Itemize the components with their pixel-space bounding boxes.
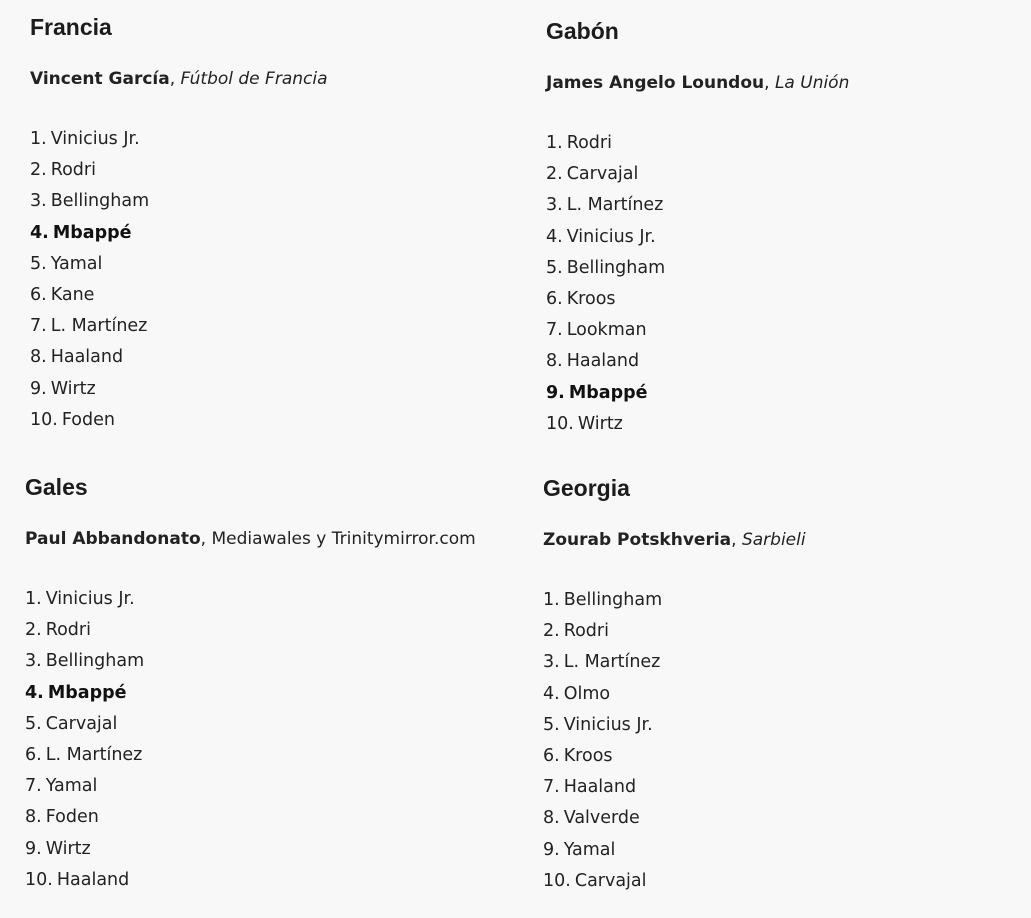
ranking-item [543, 710, 1031, 741]
player-name: Haaland [563, 777, 637, 798]
journalist-line: Zourab Potskhveria, Sarbieli [543, 530, 806, 550]
ranking-position: 3. [546, 195, 563, 216]
player-name: Vinicius Jr. [566, 226, 656, 247]
ranking-position: 5. [546, 257, 563, 278]
ranking-list [30, 124, 520, 436]
ranking-position: 2. [543, 621, 560, 642]
ranking-position: 3. [30, 191, 47, 212]
player-name: Mbappé [47, 682, 127, 703]
vote-block-gabon [546, 16, 1031, 440]
player-name: Haaland [50, 347, 124, 368]
ranking-item [546, 128, 1031, 159]
ranking-item [25, 802, 515, 833]
player-name: Wirtz [45, 838, 91, 859]
ranking-item [543, 679, 1031, 710]
player-name: Olmo [563, 683, 611, 704]
ranking-item [30, 405, 520, 436]
player-name: Rodri [50, 160, 96, 181]
ranking-position: 2. [30, 160, 47, 181]
ranking-item [543, 835, 1031, 866]
ranking-position: 9. [25, 838, 42, 859]
ranking-item [30, 218, 520, 249]
ranking-position: 1. [546, 133, 563, 153]
ranking-position: 5. [543, 714, 560, 735]
ranking-position: 9. [546, 382, 565, 403]
country-heading: Gales [25, 474, 88, 500]
ranking-item [543, 616, 1031, 647]
country-heading: Gabón [546, 18, 619, 44]
player-name: Lookman [566, 320, 647, 341]
ranking-item [30, 342, 520, 373]
ranking-position: 5. [30, 253, 47, 274]
ranking-position: 10. [546, 413, 574, 434]
player-name: Vinicius Jr. [50, 129, 140, 149]
player-name: Vinicius Jr. [563, 714, 653, 735]
player-name: Kroos [563, 745, 613, 766]
ranking-item [25, 740, 515, 771]
ranking-position: 10. [543, 870, 571, 891]
ranking-item [543, 803, 1031, 834]
ranking-position: 6. [30, 284, 47, 305]
player-name: Mbappé [568, 382, 648, 403]
ranking-item [546, 409, 1031, 440]
ranking-position: 8. [25, 807, 42, 828]
ranking-item [546, 253, 1031, 284]
ranking-item [543, 866, 1031, 897]
player-name: Yamal [50, 253, 103, 274]
ranking-list [546, 128, 1031, 440]
ranking-item [543, 741, 1031, 772]
journalist-name: James Angelo Loundou [546, 73, 765, 93]
ranking-position: 6. [25, 744, 42, 765]
ranking-item [30, 280, 520, 311]
ranking-item [30, 311, 520, 342]
journalist-line: Vincent García, Fútbol de Francia [30, 69, 328, 89]
ranking-item [25, 584, 515, 615]
ranking-item [30, 155, 520, 186]
ranking-item [25, 615, 515, 646]
ranking-position: 7. [30, 316, 47, 337]
ranking-list [543, 585, 1031, 897]
country-heading: Francia [30, 14, 112, 40]
ranking-item [546, 346, 1031, 377]
ranking-item [30, 186, 520, 217]
journalist-line: Paul Abbandonato, Mediawales y Trinitymirror.com [25, 529, 476, 549]
ranking-position: 6. [543, 745, 560, 766]
player-name: Carvajal [45, 713, 118, 734]
ranking-position: 9. [30, 378, 47, 399]
ranking-position: 10. [25, 869, 53, 890]
ranking-position: 8. [543, 808, 560, 829]
ranking-item [30, 249, 520, 280]
ranking-item [30, 374, 520, 405]
ranking-position: 4. [543, 683, 560, 704]
ranking-position: 4. [546, 226, 563, 247]
ranking-position: 5. [25, 713, 42, 734]
player-name: L. Martínez [566, 195, 664, 216]
ranking-position: 4. [25, 682, 44, 703]
ranking-item [25, 709, 515, 740]
ranking-item [25, 834, 515, 865]
ranking-position: 6. [546, 288, 563, 309]
player-name: Mbappé [52, 222, 132, 243]
journalist-line: James Angelo Loundou, La Unión [546, 73, 850, 93]
ranking-position: 8. [30, 347, 47, 368]
journalist-name: Vincent García [30, 69, 170, 89]
player-name: Bellingham [566, 257, 666, 278]
ranking-item [30, 124, 520, 155]
ranking-position: 4. [30, 222, 49, 243]
player-name: Valverde [563, 808, 640, 829]
player-name: Vinicius Jr. [45, 589, 135, 609]
ranking-item [543, 772, 1031, 803]
ranking-item [546, 190, 1031, 221]
country-heading: Georgia [543, 475, 630, 501]
vote-block-georgia [543, 473, 1031, 897]
ranking-item [546, 284, 1031, 315]
player-name: Bellingham [563, 590, 663, 610]
ranking-item [25, 865, 515, 896]
ranking-position: 1. [25, 589, 42, 609]
ranking-item [546, 159, 1031, 190]
player-name: Carvajal [574, 870, 647, 891]
ranking-position: 3. [25, 651, 42, 672]
player-name: Wirtz [577, 413, 623, 434]
ranking-item [546, 315, 1031, 346]
ranking-position: 8. [546, 351, 563, 372]
ranking-item [543, 585, 1031, 616]
ranking-position: 2. [25, 620, 42, 641]
player-name: Bellingham [45, 651, 145, 672]
ranking-position: 3. [543, 652, 560, 673]
ranking-item [546, 222, 1031, 253]
player-name: Bellingham [50, 191, 150, 212]
player-name: Foden [45, 807, 99, 828]
player-name: L. Martínez [563, 652, 661, 673]
ranking-position: 7. [25, 776, 42, 797]
player-name: Kane [50, 284, 95, 305]
media-outlet: Mediawales y Trinitymirror.com [211, 529, 476, 549]
player-name: Yamal [45, 776, 98, 797]
player-name: Rodri [566, 133, 612, 153]
journalist-name: Zourab Potskhveria [543, 530, 732, 550]
player-name: Kroos [566, 288, 616, 309]
player-name: Foden [61, 409, 115, 430]
ranking-item [25, 771, 515, 802]
player-name: Haaland [566, 351, 640, 372]
ranking-position: 1. [30, 129, 47, 149]
ranking-list [25, 584, 515, 896]
ranking-item [25, 646, 515, 677]
player-name: Rodri [563, 621, 609, 642]
player-name: Carvajal [566, 164, 639, 185]
ranking-item [543, 647, 1031, 678]
ranking-position: 7. [546, 320, 563, 341]
ranking-position: 7. [543, 777, 560, 798]
journalist-name: Paul Abbandonato [25, 529, 201, 549]
media-outlet: Fútbol de Francia [180, 69, 328, 89]
player-name: L. Martínez [45, 744, 143, 765]
vote-block-francia [30, 12, 520, 436]
ranking-position: 2. [546, 164, 563, 185]
ranking-position: 9. [543, 839, 560, 860]
player-name: Wirtz [50, 378, 96, 399]
media-outlet: La Unión [774, 73, 850, 93]
player-name: L. Martínez [50, 316, 148, 337]
ranking-position: 1. [543, 590, 560, 610]
player-name: Haaland [56, 869, 130, 890]
media-outlet: Sarbieli [741, 530, 806, 550]
player-name: Yamal [563, 839, 616, 860]
player-name: Rodri [45, 620, 91, 641]
vote-block-gales [25, 472, 515, 896]
ranking-item [25, 678, 515, 709]
ranking-item [546, 378, 1031, 409]
ranking-position: 10. [30, 409, 58, 430]
